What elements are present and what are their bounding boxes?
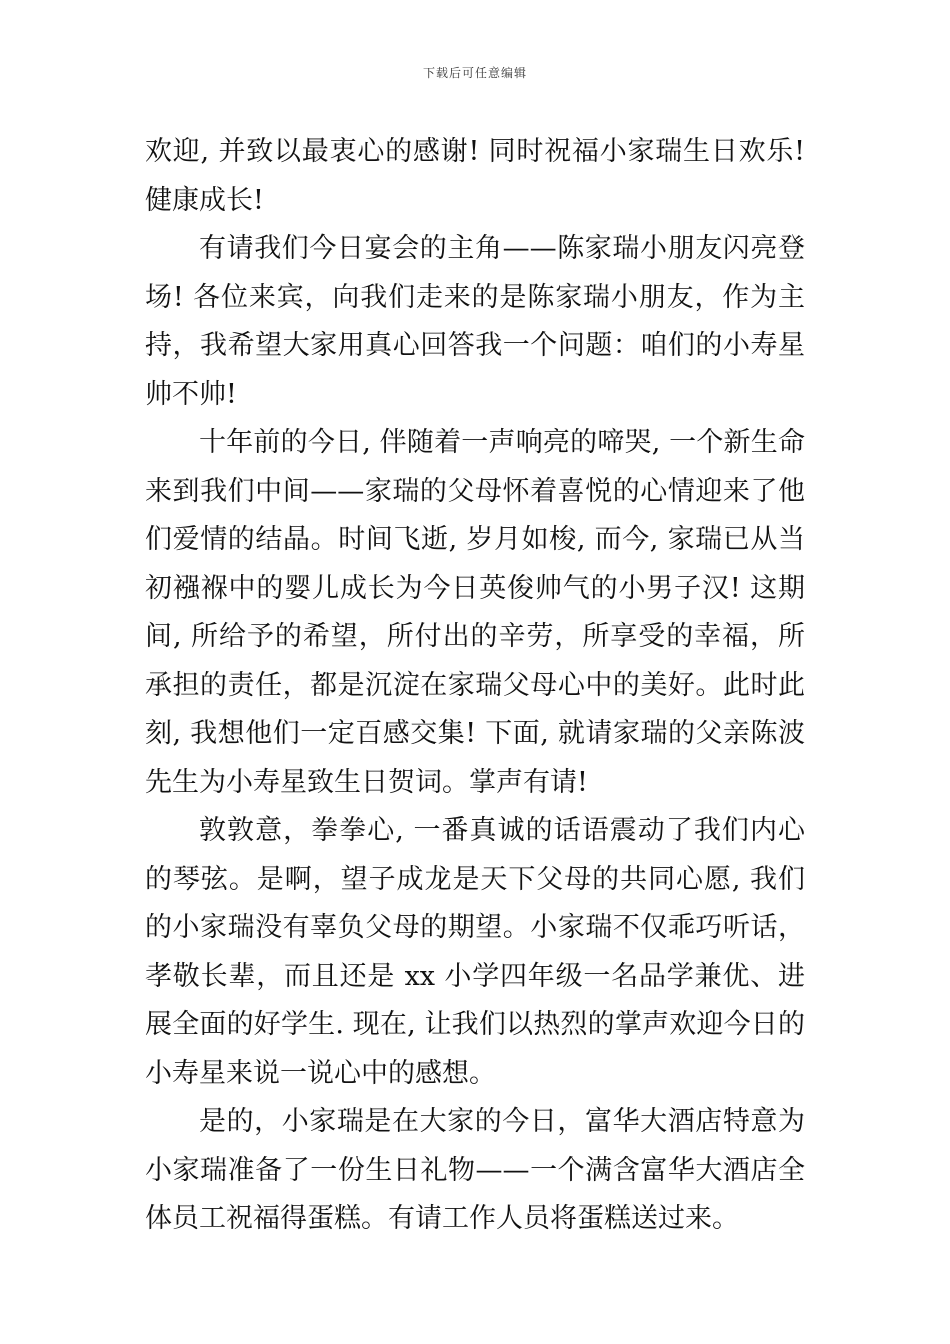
header-note: 下载后可任意编辑 (422, 66, 527, 80)
paragraph-5: 是的，小家瑞是在大家的今日，富华大酒店特意为小家瑞准备了一份生日礼物——一个满含富华大酒店全体员工祝福得蛋糕。有请工作人员将蛋糕送过来。 (145, 1106, 805, 1234)
paragraph-2: 有请我们今日宴会的主角——陈家瑞小朋友闪亮登场! 各位来宾，向我们走来的是陈家瑞小朋友，作为主持，我希望大家用真心回答我一个问题：咱们的小寿星帅不帅! (145, 233, 805, 410)
document-body (145, 128, 805, 1244)
paragraph-1: 欢迎, 并致以最衷心的感谢! 同时祝福小家瑞生日欢乐! 健康成长! (145, 136, 805, 216)
paragraph-4: 敦敦意，拳拳心, 一番真诚的话语震动了我们内心的琴弦。是啊，望子成龙是天下父母的共同心愿, 我们的小家瑞没有辜负父母的期望。小家瑞不仅乖巧听话，孝敬长辈，而且还是 xx 小学四年级一名品学兼优、进展全面的好学生. 现在, 让我们以热烈的掌声欢迎今日的小寿星来说一说心中的感想。 (145, 815, 805, 1089)
paragraph-3: 十年前的今日, 伴随着一声响亮的啼哭, 一个新生命来到我们中间——家瑞的父母怀着喜悦的心情迎来了他们爱情的结晶。时间飞逝, 岁月如梭, 而今, 家瑞已从当初襁褓中的婴儿成长为今日英俊帅气的小男子汉! 这期间, 所给予的希望，所付出的辛劳，所享受的幸福，所承担的责任，都是沉淀在家瑞父母心中的美好。此时此刻, 我想他们一定百感交集! 下面, 就请家瑞的父亲陈波先生为小寿星致生日贺词。掌声有请! (145, 427, 805, 798)
